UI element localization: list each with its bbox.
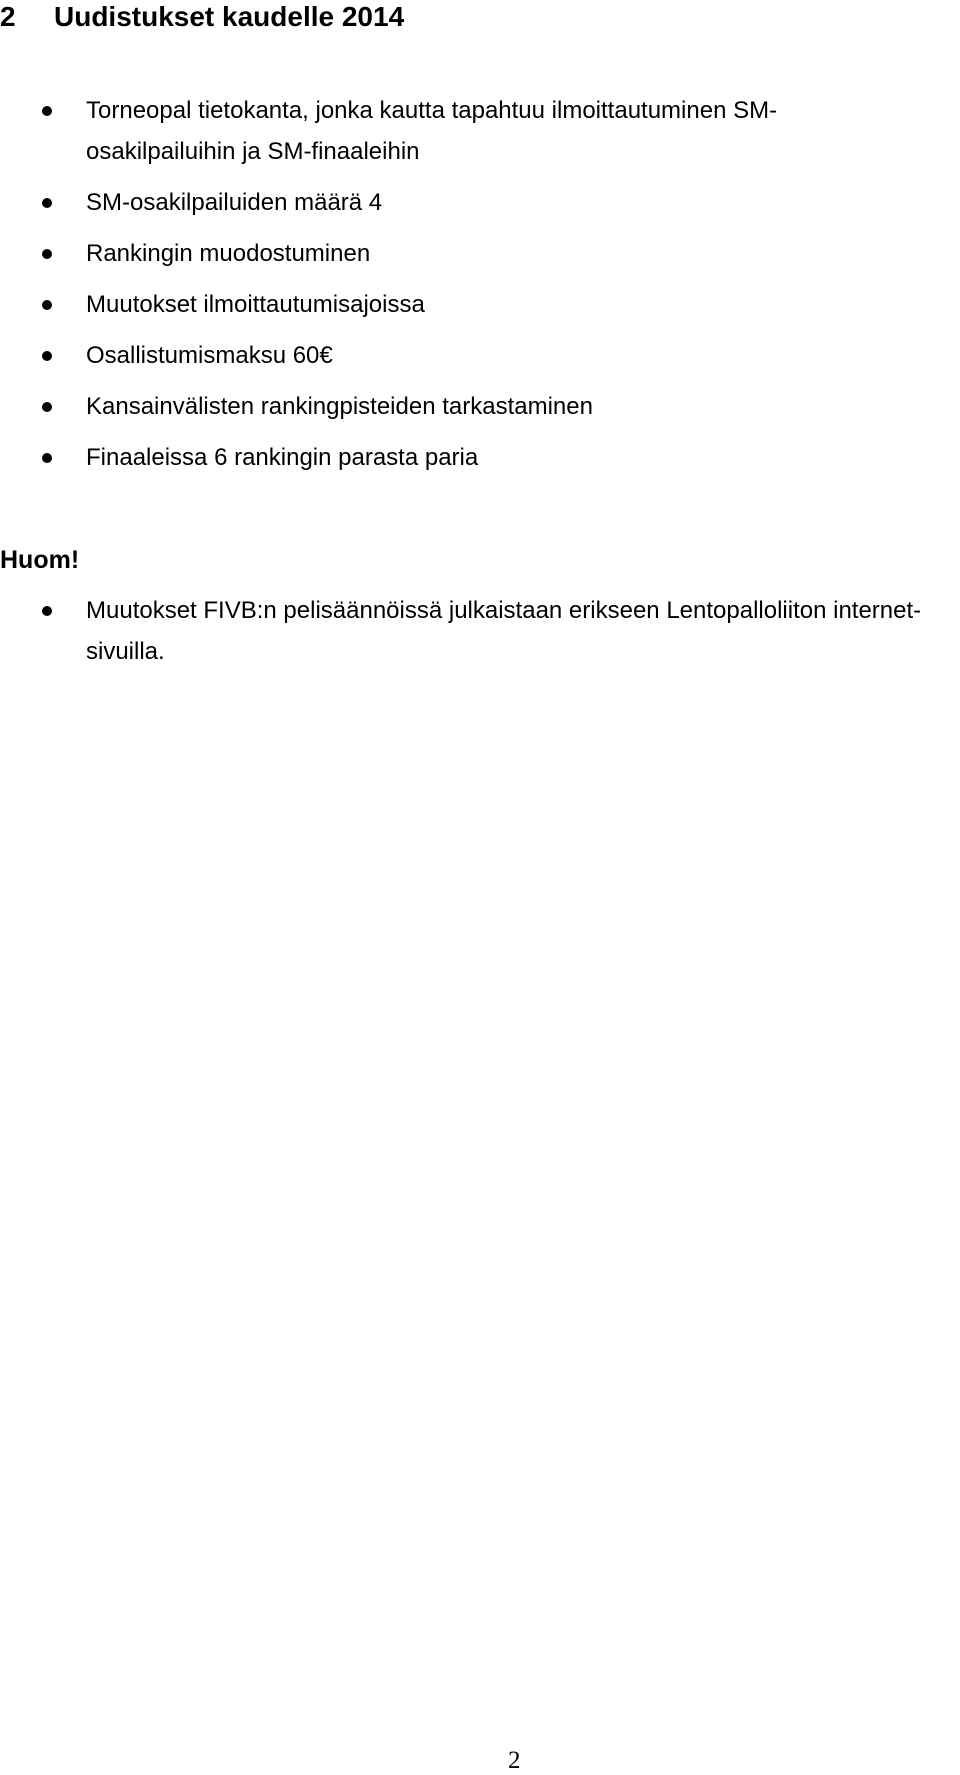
note-label: Huom! xyxy=(0,546,80,574)
page-number: 2 xyxy=(508,1747,521,1774)
list-item xyxy=(0,335,960,376)
list-item xyxy=(0,233,960,274)
bullet-icon xyxy=(42,300,52,310)
bullet-icon xyxy=(42,249,52,259)
bullet-icon xyxy=(42,402,52,412)
list-item-text: Finaaleissa 6 rankingin parasta paria xyxy=(86,444,479,471)
section-number: 2 xyxy=(0,1,16,32)
list-item-text: Osallistumismaksu 60€ xyxy=(86,342,333,369)
list-item xyxy=(0,90,960,172)
bullet-icon xyxy=(42,453,52,463)
list-item xyxy=(0,284,960,325)
list-item-text: Muutokset ilmoittautumisajoissa xyxy=(86,291,425,318)
bullet-icon xyxy=(42,351,52,361)
note-list xyxy=(0,590,960,682)
section-heading xyxy=(0,0,404,34)
list-item-text: Muutokset FIVB:n pelisäännöissä julkaistaan erikseen Lentopalloliiton internet-sivuilla. xyxy=(86,597,922,665)
list-item-text: Rankingin muodostuminen xyxy=(86,240,371,267)
bullet-icon xyxy=(42,106,52,116)
list-item-text: Torneopal tietokanta, jonka kautta tapahtuu ilmoittautuminen SM-osakilpailuihin ja SM-finaaleihin xyxy=(86,97,778,165)
list-item xyxy=(0,182,960,223)
changes-list xyxy=(0,90,960,488)
bullet-icon xyxy=(42,606,52,616)
list-item xyxy=(0,437,960,478)
list-item xyxy=(0,386,960,427)
list-item-text: SM-osakilpailuiden määrä 4 xyxy=(86,189,383,216)
list-item xyxy=(0,590,960,672)
bullet-icon xyxy=(42,198,52,208)
list-item-text: Kansainvälisten rankingpisteiden tarkastaminen xyxy=(86,393,593,420)
section-title: Uudistukset kaudelle 2014 xyxy=(54,1,405,32)
